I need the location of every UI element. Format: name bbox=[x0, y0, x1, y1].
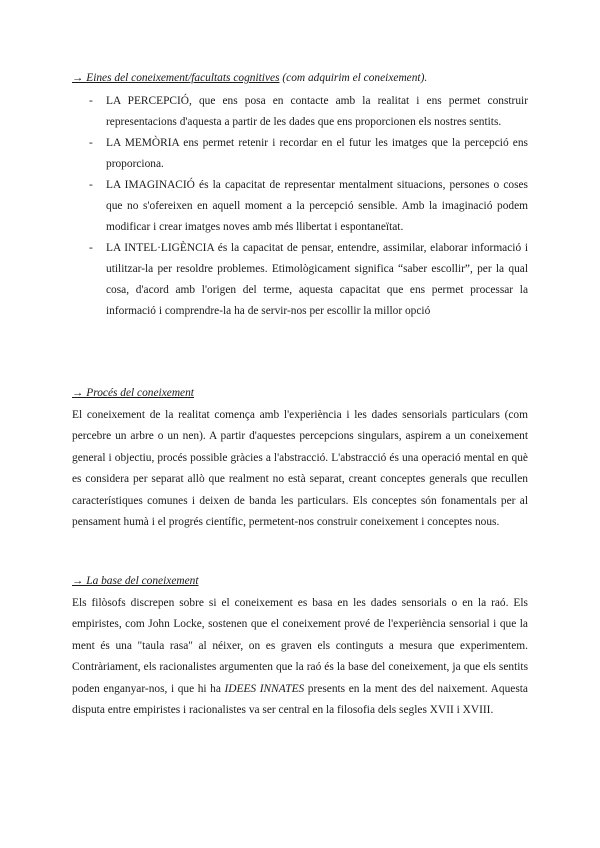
list-item bbox=[72, 91, 528, 133]
heading-arrow-title: → Procés del coneixement bbox=[72, 387, 194, 399]
body-paragraph bbox=[72, 593, 528, 721]
body-text-part: presents en la ment des del naixement. Aquesta disputa entre empiristes i racionalistes va ser central en la filosofia dels segles XVII i XVIII. bbox=[72, 682, 528, 717]
dash-marker: - bbox=[89, 242, 93, 254]
section-knowledge-basis bbox=[72, 573, 528, 721]
dash-marker: - bbox=[89, 137, 93, 149]
list-item bbox=[72, 175, 528, 238]
section-cognitive-tools bbox=[72, 70, 528, 322]
section-heading bbox=[72, 70, 528, 86]
list-item-text: LA INTEL·LIGÈNCIA és la capacitat de pensar, entendre, assimilar, elaborar informació i utilitzar-la per resoldre problemes. Etimològicament significa “saber escollir”, per la qual cosa, d'acord amb l'origen del terme, aquesta capacitat que ens permet processar la informació i comprendre-la ha de servir-nos per escollir la millor opció bbox=[106, 242, 528, 317]
section-heading bbox=[72, 385, 528, 401]
section-heading bbox=[72, 573, 528, 589]
heading-arrow-title: → La base del coneixement bbox=[72, 575, 199, 587]
heading-arrow-title: → Eines del coneixement/facultats cognitives bbox=[72, 72, 280, 84]
faculties-list bbox=[72, 91, 528, 322]
list-item bbox=[72, 238, 528, 322]
section-knowledge-process bbox=[72, 385, 528, 533]
list-item-text: LA PERCEPCIÓ, que ens posa en contacte amb la realitat i ens permet construir representacions d'aquesta a partir de les dades que ens proporcionen els nostres sentits. bbox=[106, 95, 528, 128]
heading-subtitle: (com adquirim el coneixement). bbox=[279, 72, 428, 84]
body-paragraph: El coneixement de la realitat comença amb l'experiència i les dades sensorials particulars (com percebre un arbre o un nen). A partir d'aquestes percepcions singulars, aspirem a un coneixement general i objectiu, procés possible gràcies a l'abstracció. L'abstracció és una operació mental en què es considera per separat allò que realment no està separat, creant conceptes generals que recullen característiques comunes i deixen de banda les particulars. Els conceptes són fonamentals per al pensament humà i el progrés científic, permetent-nos construir coneixement i conceptes nous. bbox=[72, 409, 528, 529]
list-item bbox=[72, 133, 528, 175]
list-item-text: LA MEMÒRIA ens permet retenir i recordar en el futur les imatges que la percepció ens proporciona. bbox=[106, 137, 528, 170]
list-item-text: LA IMAGINACIÓ és la capacitat de representar mentalment situacions, persones o coses que no s'ofereixen en aquell moment a la percepció sensible. Amb la imaginació podem modificar i crear imatges noves amb més llibertat i espontaneïtat. bbox=[106, 179, 528, 233]
dash-marker: - bbox=[89, 179, 93, 191]
dash-marker: - bbox=[89, 95, 93, 107]
emphasis-innate-ideas: IDEES INNATES bbox=[224, 682, 305, 695]
body-text-part: Els filòsofs discrepen sobre si el coneixement es basa en les dades sensorials o en la raó. Els empiristes, com John Locke, sostenen que el coneixement prové de l'experiència sensorial i que la ment és una "taula rasa" al néixer, on es graven els continguts a mesura que experimentem. Contràriament, els racionalistes argumenten que la raó és la base del coneixement, ja que els sentits poden enganyar-nos, i que hi ha bbox=[72, 597, 528, 695]
